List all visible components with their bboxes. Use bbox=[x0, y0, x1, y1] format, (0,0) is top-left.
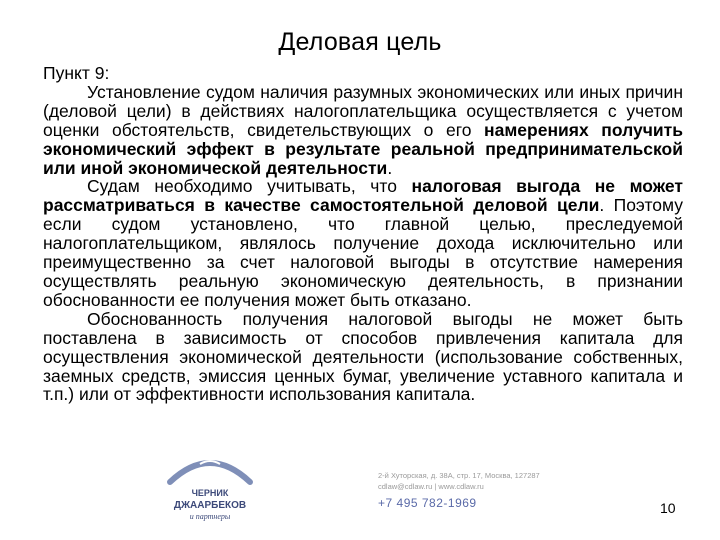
logo-line-1: ЧЕРНИК bbox=[191, 488, 229, 498]
logo-line-3: и партнеры bbox=[189, 512, 231, 521]
paragraph-2-emphasis: налоговая выгода не может рассматриваться в качестве самостоятельной деловой цели bbox=[43, 176, 683, 216]
company-logo bbox=[160, 448, 260, 530]
paragraph-2-text: Судам необходимо учитывать, что bbox=[87, 176, 412, 197]
footer-address: 2-й Хуторская, д. 38А, стр. 17, Москва, 127287 bbox=[378, 471, 540, 480]
paragraph-1 bbox=[43, 83, 683, 178]
logo-arc-icon bbox=[170, 463, 250, 482]
slide-title: Деловая цель bbox=[278, 28, 442, 56]
paragraph-1-emphasis: намерениях получить экономический эффект в результате реальной предпринимательской или иной экономической деятельности bbox=[43, 119, 683, 178]
paragraph-2 bbox=[43, 177, 683, 309]
clause-heading: Пункт 9: bbox=[43, 63, 110, 83]
footer-contacts bbox=[378, 470, 540, 492]
paragraph-2-end: . Поэтому если судом установлено, что главной целью, преследуемой налогоплательщиком, являлось получение дохода исключительно или преимущественно за счет налоговой выгоды в отсутствие намерения осуществлять реальную экономическую деятельность, в признании обоснованности ее получения может быть отказано. bbox=[43, 195, 683, 310]
footer-email-site: cdlaw@cdlaw.ru | www.cdlaw.ru bbox=[378, 482, 484, 491]
paragraph-1-text: Установление судом наличия разумных экономических или иных причин (деловой цели) в действиях налогоплательщика осуществляется с учетом оценки обстоятельств, свидетельствующих о его bbox=[43, 81, 683, 140]
paragraph-1-end: . bbox=[387, 157, 393, 178]
logo-line-2: ДЖААРБЕКОВ bbox=[173, 500, 247, 511]
footer-phone: +7 495 782-1969 bbox=[378, 496, 477, 510]
page-number: 10 bbox=[660, 500, 676, 516]
paragraph-3: Обоснованность получения налоговой выгоды не может быть поставлена в зависимость от способов привлечения капитала для осуществления экономической деятельности (использование собственных, заемных средств, эмиссия ценных бумаг, увеличение уставного капитала и т.п.) или от эффективности использования капитала. bbox=[43, 308, 683, 405]
body-text bbox=[43, 64, 683, 404]
